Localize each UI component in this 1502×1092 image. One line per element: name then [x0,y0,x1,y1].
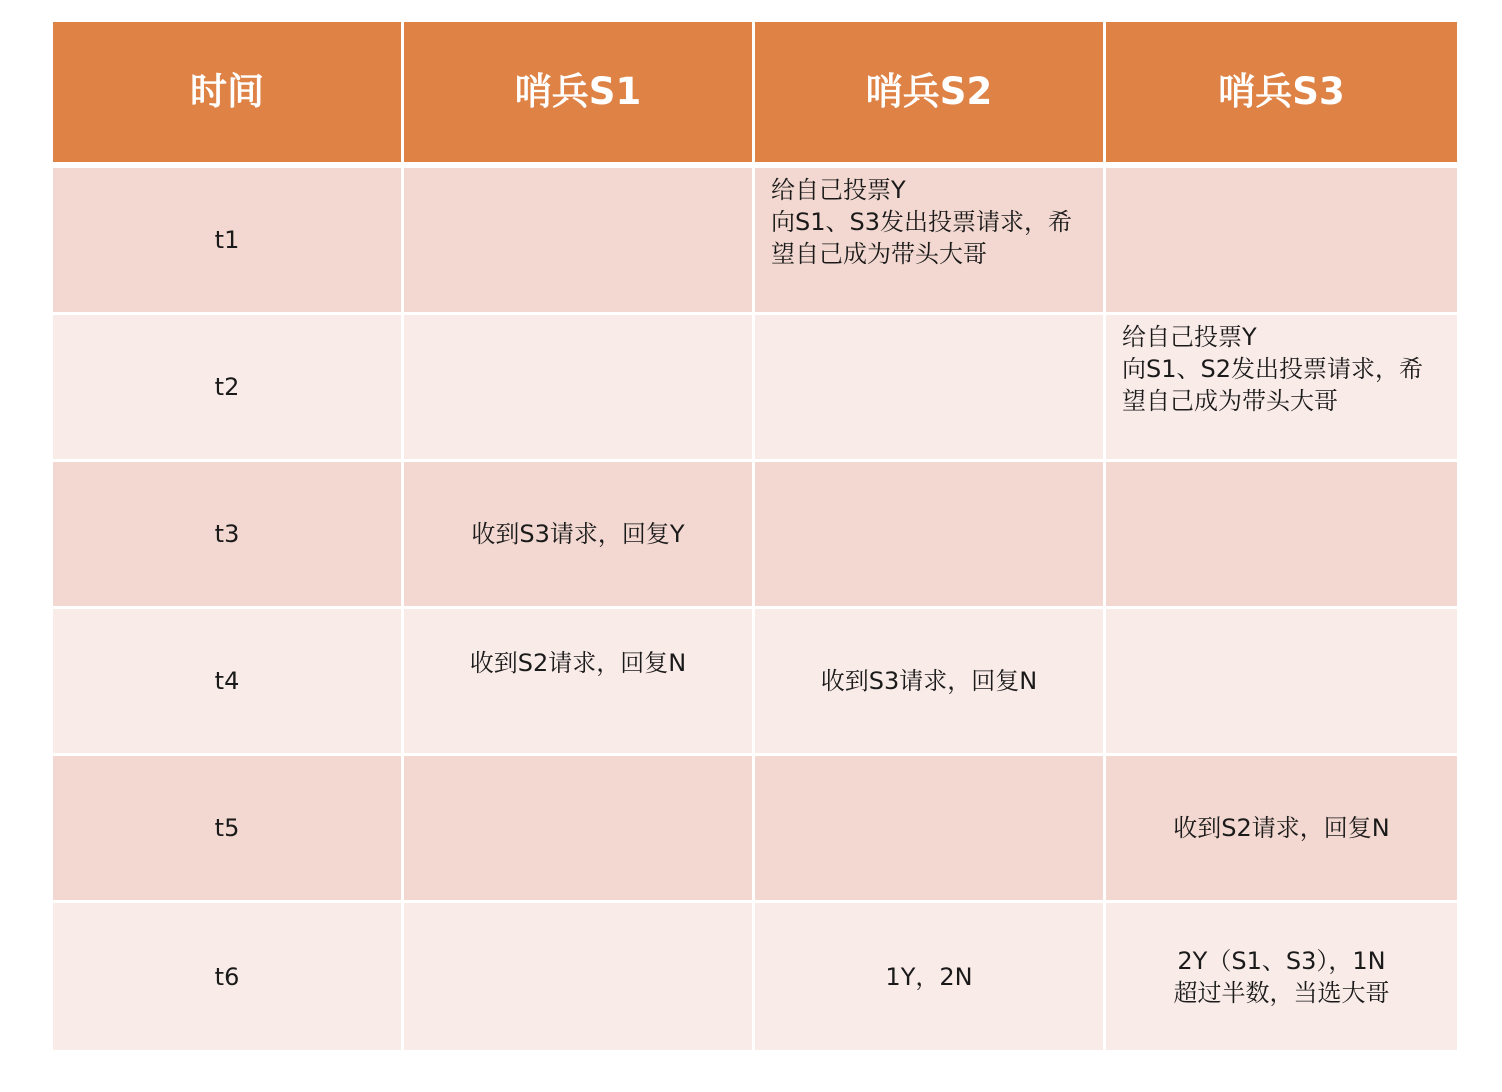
cell-text: 超过半数，当选大哥 [1173,978,1390,1007]
time-cell: t2 [53,315,404,462]
cell-text: 给自己投票Y [771,176,906,204]
time-cell: t1 [53,168,404,315]
s2-cell [755,168,1106,315]
s1-cell [404,756,755,903]
table-row [53,462,1457,609]
s2-cell [755,609,1106,756]
s3-cell [1106,315,1457,462]
s1-cell [404,609,755,756]
header-sentinel-s1: 哨兵S1 [404,22,755,168]
s1-cell [404,462,755,609]
s3-cell [1106,903,1457,1050]
cell-text: 望自己成为带头大哥 [1122,387,1338,415]
s2-cell [755,315,1106,462]
cell-text: 收到S2请求，回复N [469,649,687,677]
table-row [53,315,1457,462]
cell-text: 1Y，2N [885,962,973,991]
cell-text: 收到S3请求，回复N [820,667,1038,695]
header-sentinel-s2: 哨兵S2 [755,22,1106,168]
cell-text: 望自己成为带头大哥 [771,240,987,268]
s2-cell [755,903,1106,1050]
s1-cell [404,903,755,1050]
s1-cell [404,315,755,462]
s3-cell [1106,462,1457,609]
header-sentinel-s3: 哨兵S3 [1106,22,1457,168]
s3-cell [1106,756,1457,903]
cell-text: 给自己投票Y [1122,323,1257,351]
table-row [53,903,1457,1050]
s3-cell [1106,168,1457,315]
table-row [53,168,1457,315]
time-cell: t3 [53,462,404,609]
time-cell: t4 [53,609,404,756]
header-time: 时间 [53,22,404,168]
cell-text: 收到S2请求，回复N [1173,814,1390,842]
s2-cell [755,462,1106,609]
cell-text: 收到S3请求，回复Y [471,520,685,548]
time-cell: t5 [53,756,404,903]
header-row [53,22,1457,168]
table-row [53,609,1457,756]
s1-cell [404,168,755,315]
cell-text: 向S1、S3发出投票请求，希 [771,208,1073,236]
sentinel-election-table [53,22,1457,1050]
cell-text: 向S1、S2发出投票请求，希 [1122,355,1424,383]
time-cell: t6 [53,903,404,1050]
s2-cell [755,756,1106,903]
table-row [53,756,1457,903]
s3-cell [1106,609,1457,756]
cell-text: 2Y（S1、S3），1N [1177,946,1386,975]
